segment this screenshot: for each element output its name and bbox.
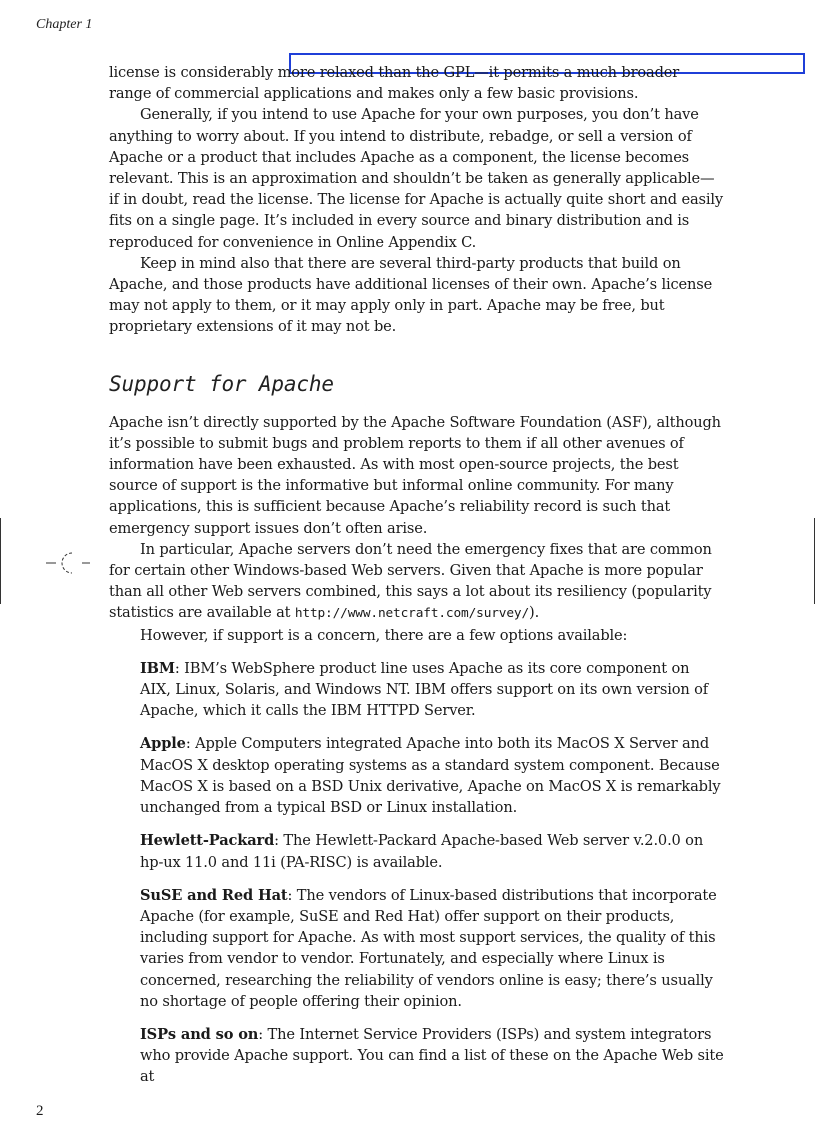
vendor-name: SuSE and Red Hat	[140, 886, 288, 904]
netcraft-survey-link[interactable]: http://www.netcraft.com/survey/	[294, 606, 530, 622]
margin-rule-right	[814, 518, 815, 604]
vendor-name: ISPs and so on	[140, 1025, 259, 1043]
vendor-name: Hewlett-Packard	[140, 832, 275, 850]
paragraph-text: ).	[529, 604, 540, 622]
vendor-item-apple	[140, 733, 724, 818]
paragraph-emergency-fixes	[109, 539, 724, 625]
margin-rule-left	[0, 518, 1, 604]
vendor-name: IBM	[140, 659, 175, 677]
vendor-description: : The Hewlett-Packard Apache-based Web server v.2.0.0 on hp-ux 11.0 and 11i (PA-RISC) is available.	[140, 832, 704, 871]
paragraph-license-intent: Generally, if you intend to use Apache for your own purposes, you don’t have anything to worry about. If you intend to distribute, rebadge, or sell a version of Apache or a product that includes Apache as a component, the license becomes relevant. This is an approximation and shouldn’t be taken as generally applicable—if in doubt, read the license. The license for Apache is actually quite short and easily fits on a single page. It’s included in every source and binary distribution and is reproduced for convenience in Online Appendix C.	[109, 106, 723, 251]
vendor-description: : The Internet Service Providers (ISPs) and system integrators who provide Apache support. You can find a list of these on the Apache Web site at	[140, 1025, 724, 1086]
paragraph-text: In particular, Apache servers don’t need the emergency fixes that are common for certain other Windows-based Web servers. Given that Apache is more popular than all other Web servers combined, this says a lot about its resiliency (popularity statistics are available at	[109, 540, 712, 622]
vendor-item-suse-red-hat	[140, 885, 724, 1012]
vendor-item-isps	[140, 1024, 724, 1088]
page-number: 2	[36, 1103, 44, 1119]
paragraph-support-intro: Apache isn’t directly supported by the Apache Software Foundation (ASF), although it’s possible to submit bugs and problem reports to them if all other avenues of information have been exhausted. As with most open-source projects, the best source of support is the informative but informal online community. For many applications, this is sufficient because Apache’s reliability record is such that emergency support issues don’t often arise.	[109, 413, 721, 537]
page-body	[109, 62, 724, 1088]
section-heading: Support for Apache	[109, 371, 334, 396]
vendor-name: Apple	[140, 735, 186, 753]
registration-mark-icon	[46, 548, 94, 578]
vendor-item-hewlett-packard	[140, 830, 724, 872]
running-head: Chapter 1	[36, 17, 93, 32]
paragraph-license-continued: license is considerably more relaxed than the GPL—it permits a much broader range of commercial applications and makes only a few basic provisions.	[109, 64, 680, 103]
vendor-item-ibm	[140, 658, 724, 722]
paragraph-third-party: Keep in mind also that there are several third-party products that build on Apache, and those products have additional licenses of their own. Apache’s license may not apply to them, or it may apply only in part. Apache may be free, but proprietary extensions of it may not be.	[109, 254, 713, 336]
vendor-description: : The vendors of Linux-based distributions that incorporate Apache (for example, SuSE and Red Hat) offer support on their products, including support for Apache. As with most support services, the quality of this varies from vendor to vendor. Fortunately, and especially where Linux is concerned, researching the reliability of vendors online is easy; there’s usually no shortage of people offering their opinion.	[140, 886, 717, 1010]
vendor-description: : IBM’s WebSphere product line uses Apache as its core component on AIX, Linux, Solaris, and Windows NT. IBM offers support on its own version of Apache, which it calls the IBM HTTPD Server.	[140, 659, 708, 720]
vendor-description: : Apple Computers integrated Apache into both its MacOS X Server and MacOS X desktop operating systems as a standard system component. Because MacOS X is based on a BSD Unix derivative, Apache on MacOS X is remarkably unchanged from a typical BSD or Linux installation.	[140, 735, 721, 817]
paragraph-options-intro: However, if support is a concern, there are a few options available:	[140, 626, 628, 644]
